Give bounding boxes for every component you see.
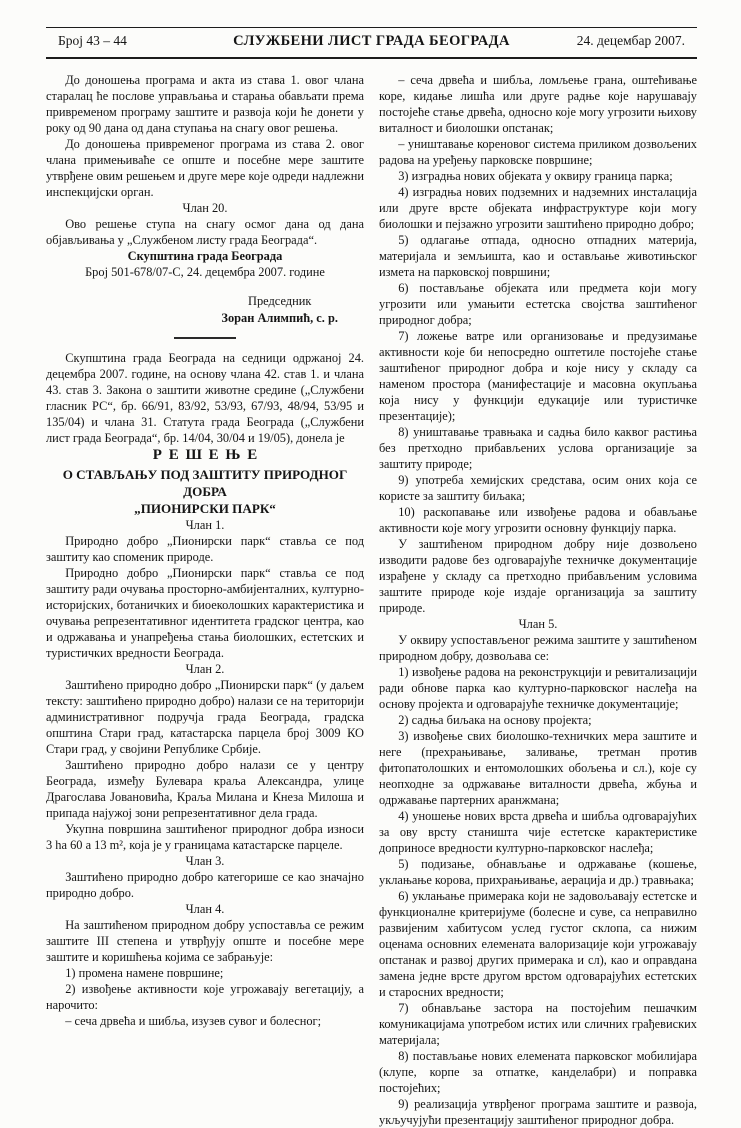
paragraph: Заштићено природно добро „Пионирски парк“ (у даљем тексту: заштићено природно добро) налази се на територији административног подручја града Београда, градска општина Стари град, катастарска парцела број 3009 КО Стари град, у својини Републике Србије. xyxy=(46,677,364,756)
list-item: 10) раскопавање или извођење радова и обављање активности које могу угрозити основну функцију парка. xyxy=(379,505,697,535)
text-columns xyxy=(46,72,697,1128)
clause-heading: Члан 2. xyxy=(185,661,225,676)
list-item: 8) уништавање травњака и садња било каквог растиња без претходно прибављених услова организације за заштиту природе; xyxy=(379,425,697,471)
paragraph: Природно добро „Пионирски парк“ ставља се под заштиту као споменик природе. xyxy=(46,533,364,564)
left-column xyxy=(46,72,364,1128)
list-item: – сеча дрвећа и шибља, ломљење грана, оштећивање коре, кидање лишћа или друге радње које нарушавају постојеће стање дрвећа, односно које могу угрозити њихову виталност и биолошки опстанак; xyxy=(379,73,697,135)
list-item: 9) употреба хемијских средстава, осим оних која се користе за заштиту биљака; xyxy=(379,473,697,503)
list-item: 7) обнављање застора на постојећим пешачким комуникацијама употребом истих или сличних грађевиских материјала; xyxy=(379,1001,697,1047)
clause-heading: Члан 20. xyxy=(182,201,228,215)
list-item: – сеча дрвећа и шибља, изузев сувог и болесног; xyxy=(65,1013,322,1028)
paragraph: Ово решење ступа на снагу осмог дана од дана објављивања у „Службеном листу града Београда“. xyxy=(46,217,364,247)
clause-heading: Члан 4. xyxy=(185,901,225,916)
signature-name: Зоран Алимпић, с. р. xyxy=(221,310,338,325)
list-item: 2) садња биљака на основу пројекта; xyxy=(398,713,592,727)
paragraph: До доношења програма и акта из става 1. овог члана старалац ће послове управљања и старања обављати према привременом програму заштите и развоја који ће донети у року од 90 дана од дана ступања на снагу овог решења. xyxy=(46,73,364,135)
list-item: 3) извођење свих биолошко-техничких мера заштите и неге (прехрањивање, заливање, третман против фитопатолошких и ентомолошких обољења и сл.), које су неопходне за одржавање виталности дрвећа, жбуња и одржавање партерних аранжмана; xyxy=(379,729,697,807)
list-item: 3) изградња нових објеката у оквиру граница парка; xyxy=(398,169,673,183)
document-number: Број 501-678/07-С, 24. децембра 2007. године xyxy=(85,265,325,279)
right-column xyxy=(379,72,697,1128)
list-item: 5) подизање, обнављање и одржавање (кошење, уклањање корова, прихрањивање, аерација и др.) травњака; xyxy=(379,857,697,887)
signature-role: Председник xyxy=(248,294,312,308)
paragraph: У заштићеном природном добру није дозвољено изводити радове без одговарајуће техничке документације израђене у складу са претходно прибављеним условима заштите природе које издаје организација за заштиту природе. xyxy=(379,537,697,615)
list-item: – уништавање кореновог система приликом дозвољених радова на уређењу парковске површине; xyxy=(379,137,697,167)
list-item: 2) извођење активности које угрожавају вегетацију, а нарочито: xyxy=(46,981,364,1012)
paragraph: Природно добро „Пионирски парк“ ставља се под заштиту ради очувања просторно-амбијенталних, културно-историјских, ботаничких и биоеколошких карактеристика и очувања репрезентативног идентитета градског центра, као и одржавања и унапређења стања биолошких, естетских и туристичких вредности Београда. xyxy=(46,565,364,660)
gazette-title: СЛУЖБЕНИ ЛИСТ ГРАДА БЕОГРАДА xyxy=(233,33,510,49)
list-item: 6) постављање објеката или предмета који могу угрозити или умањити естетска својства заштићеног природног добра; xyxy=(379,281,697,327)
gazette-date: 24. децембар 2007. xyxy=(576,33,685,48)
clause-heading: Члан 1. xyxy=(185,517,225,532)
list-item: 6) уклањање примерака који не задовољавају естетске и функционалне критеријуме (болесне и суве, са неправилно развијеним хабитусом услед густог склопа, са нижим оценама основних елемената валоризације који угрожавају опстанак и развој других примерака и сл), као и оправдана замена једне врсте другом врстом одговарајућих естетских и старосних вредности; xyxy=(379,889,697,999)
clause-heading: Члан 3. xyxy=(185,853,225,868)
list-item: 5) одлагање отпада, односно отпадних материја, материјала и земљишта, као и остављање животињског измета на парковској површини; xyxy=(379,233,697,279)
list-item: 4) изградња нових подземних и надземних инсталација или друге врсте објеката инфраструктуре који могу биолошки и пејзажно угрозити заштићено природно добро; xyxy=(379,185,697,231)
paragraph: Укупна површина заштићеног природног добра износи 3 ha 60 a 13 m², која је у границама катастарске парцеле. xyxy=(46,821,364,852)
resolution-subject: О СТАВЉАЊУ ПОД ЗАШТИТУ ПРИРОДНОГ ДОБРА xyxy=(62,466,348,499)
list-item: 9) реализација утврђеног програма заштите и развоја, укључујући презентацију заштићеног природног добра. xyxy=(379,1097,697,1127)
section-divider xyxy=(174,337,236,339)
paragraph: До доношења привременог програма из става 2. овог члана примењиваће се опште и посебне мере заштите утврђене овим решењем и друге мере које одреди надлежни инспекцијски орган. xyxy=(46,137,364,199)
paragraph: Заштићено природно добро категорише се као значајно природно добро. xyxy=(46,869,364,900)
list-item: 7) ложење ватре или организовање и предузимање активности које би непосредно оштетиле постојеће стање заштићеног природног добра и које нису у складу са наменом простора (манифестације и масовна окупљања која нису у функцији едукације или туристичке презентације); xyxy=(379,329,697,423)
signature-block xyxy=(221,293,338,326)
resolution-subject: „ПИОНИРСКИ ПАРК“ xyxy=(134,500,276,516)
resolution-heading: РЕШЕЊЕ xyxy=(152,447,264,464)
list-item: 8) постављање нових елемената парковског мобилијара (клупе, корпе за отпатке, канделабри) и поправка постојећих; xyxy=(379,1049,697,1095)
paragraph: Скупштина града Београда на седници одржаној 24. децембра 2007. године, на основу члана 42. став 1. и члана 43. став 3. Закона о заштити животне средине („Службени гласник РС“, бр. 66/91, 83/92, 53/93, 67/93, 48/94, 53/95 и 135/04) и члана 31. Статута града Београда („Службени лист града Београда“, бр. 14/04, 30/04 и 19/05), донела је xyxy=(46,351,364,446)
list-item: 1) извођење радова на реконструкцији и ревитализацији ради обнове парка као културно-парковског наслеђа на основу пројекта и одговарајуће техничке документације; xyxy=(379,665,697,711)
gazette-issue-number: Број 43 – 44 xyxy=(58,33,127,48)
paragraph: Заштићено природно добро налази се у центру Београда, између Булевара краља Александра, улице Драгослава Јовановића, Краља Милана и Кнеза Милоша и припада најужој зони репрезентативног дела града. xyxy=(46,757,364,820)
list-item: 4) уношење нових врста дрвећа и шибља одговарајућих за ову врсту станишта чије естетске карактеристике доприносе вредности културно-парковског наслеђа; xyxy=(379,809,697,855)
masthead xyxy=(46,27,697,59)
assembly-name: Скупштина града Београда xyxy=(127,249,283,263)
paragraph: На заштићеном природном добру успоставља се режим заштите III степена и утврђују опште и посебне мере заштите и коришћења којима се забрањује: xyxy=(46,917,364,964)
clause-heading: Члан 5. xyxy=(518,617,558,631)
list-item: 1) промена намене површине; xyxy=(65,965,224,980)
paragraph: У оквиру успостављеног режима заштите у заштићеном природном добру, дозвољава се: xyxy=(379,633,697,663)
